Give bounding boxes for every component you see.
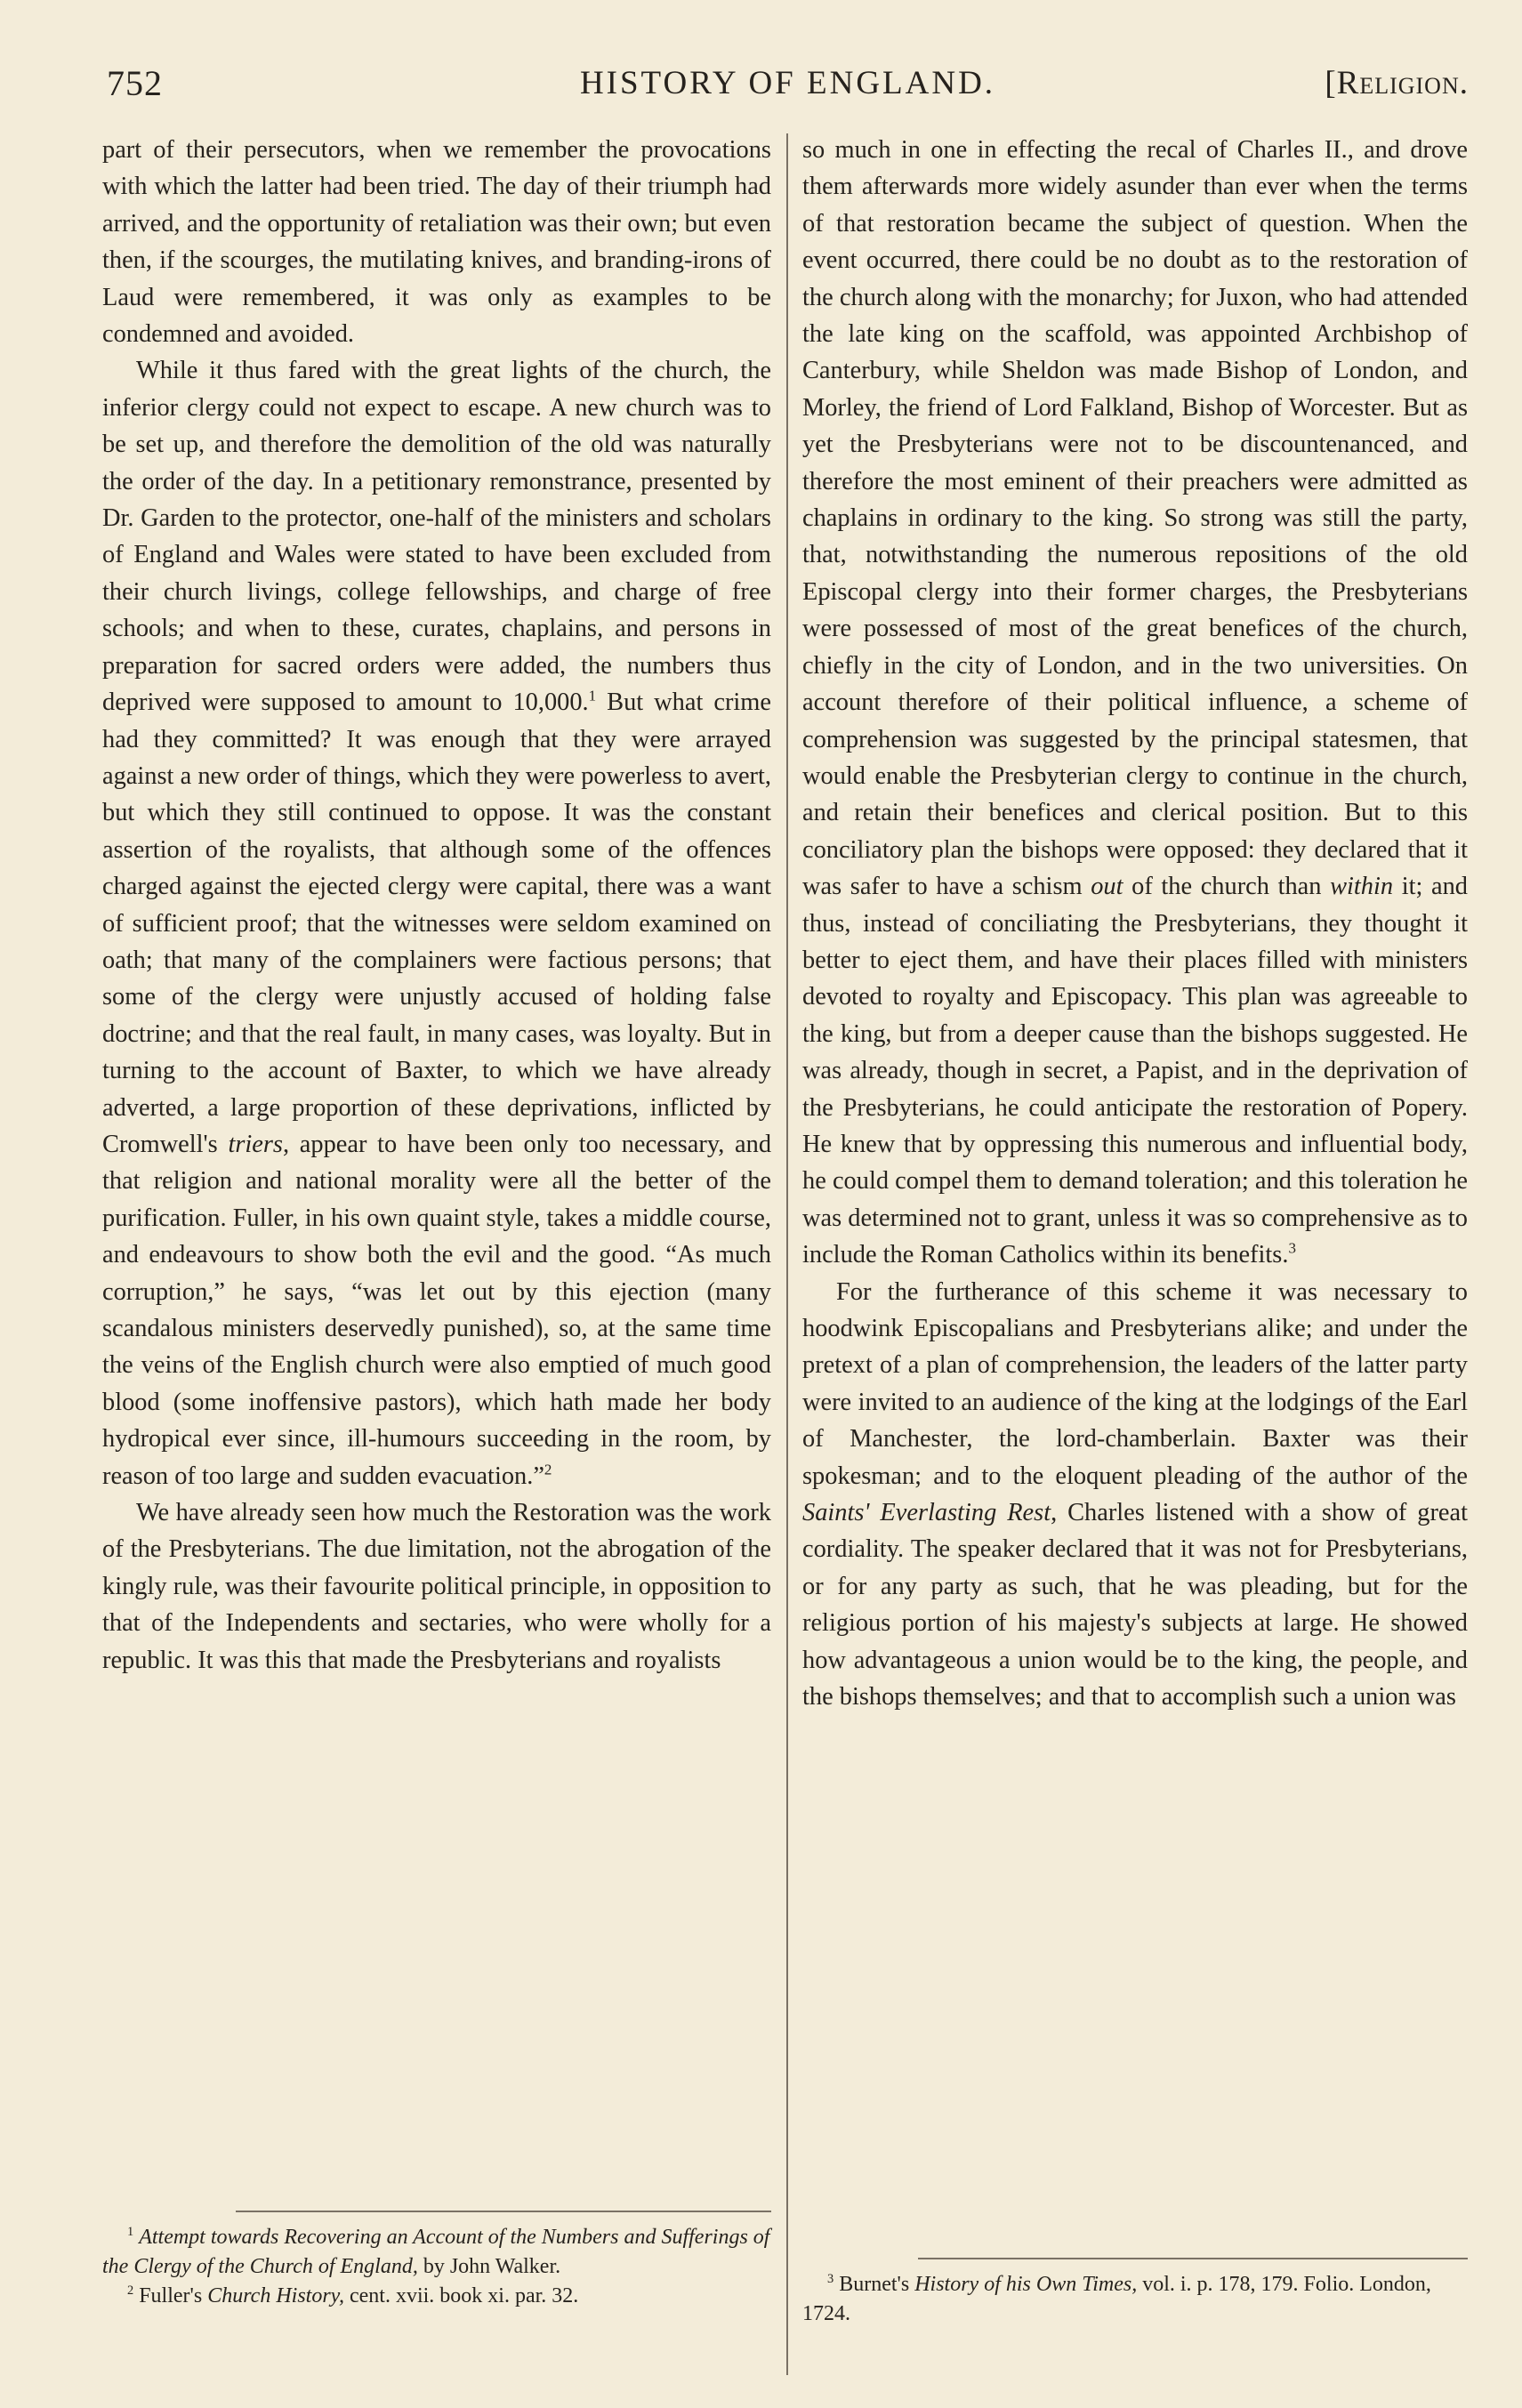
paragraph: We have already seen how much the Restoration was the work of the Presbyterians. The due limitation, not the abrogation of the kingly rule, was their favourite political principle, in opposition to that of the Independents and sectaries, who were wholly for a republic. It was this that made the Presbyterians and royalists bbox=[102, 1499, 771, 1674]
footnote: $^2$ Fuller's Church History, cent. xvii. book xi. par. 32. bbox=[127, 2283, 579, 2307]
footnote: $^1$ Attempt towards Recovering an Account of the Numbers and Sufferings of the Clergy of the Church of England, by John Walker. bbox=[102, 2225, 770, 2278]
footnote-rule bbox=[918, 2258, 1468, 2259]
right-column bbox=[802, 132, 1468, 1715]
paragraph: For the furtherance of this scheme it was necessary to hoodwink Episcopalians and Presbyterians alike; and under the pretext of a plan of comprehension, the leaders of the latter party were invited to an audience of the king at the lodgings of the Earl of Manchester, the lord-chamberlain. Baxter was their spokesman; and to the eloquent pleading of the author of the Saints' Everlasting Rest, Charles listened with a show of great cordiality. The speaker declared that it was not for Presbyterians, or for any party as such, that he was pleading, but for the religious portion of his majesty's subjects at large. He showed how advantageous a union would be to the king, the people, and the bishops themselves; and that to accomplish such a union was bbox=[802, 1277, 1468, 1711]
footnote-rule bbox=[236, 2211, 771, 2212]
footnotes-right bbox=[802, 2258, 1468, 2329]
footnotes-left bbox=[102, 2211, 771, 2311]
footnote-ref[interactable]: 1 bbox=[588, 687, 597, 705]
footnote-ref[interactable]: 2 bbox=[544, 1461, 552, 1478]
paragraph: so much in one in effecting the recal of Charles II., and drove them afterwards more widely asunder than ever when the terms of that restoration became the subject of question. When the event occurred, there could be no doubt as to the restoration of the church along with the monarchy; for Juxon, who had attended the late king on the scaffold, was appointed Archbishop of Canterbury, while Sheldon was made Bishop of London, and Morley, the friend of Lord Falkland, Bishop of Worcester. But as yet the Presbyterians were not to be discountenanced, and therefore the most eminent of their preachers were admitted as chaplains in ordinary to the king. So strong was still the party, that, notwithstanding the numerous repositions of the old Episcopal clergy into their former charges, the Presbyterians were possessed of most of the great benefices of the church, chiefly in the city of London, and in the two universities. On account therefore of their political influence, a scheme of comprehension was suggested by the principal statesmen, that would enable the Presbyterian clergy to continue in the church, and retain their benefices and clerical position. But to this conciliatory plan the bishops were opposed: they declared that it was safer to have a schism out of the church than within it; and thus, instead of conciliating the Presbyterians, they thought it better to eject them, and have their places filled with ministers devoted to royalty and Episcopacy. This plan was agreeable to the king, but from a deeper cause than the bishops suggested. He was already, though in secret, a Papist, and in the deprivation of the Presbyterians, he could anticipate the restoration of Popery. He knew that by oppressing this numerous and influential body, he could compel them to demand toleration; and this toleration he was determined not to grant, unless it was so comprehensive as to include the Roman Catholics within its benefits.$^3$ bbox=[802, 136, 1468, 1269]
section-label: [Religion. bbox=[1325, 65, 1469, 101]
footnote: $^3$ Burnet's History of his Own Times, vol. i. p. 178, 179. Folio. London, 1724. bbox=[802, 2272, 1431, 2325]
left-column bbox=[102, 132, 771, 1679]
column-divider bbox=[786, 133, 788, 2375]
footnote-ref[interactable]: 3 bbox=[1288, 1239, 1296, 1257]
page-number: 752 bbox=[107, 63, 163, 103]
running-title: HISTORY OF ENGLAND. bbox=[579, 65, 996, 101]
paragraph: While it thus fared with the great lights of the church, the inferior clergy could not expect to escape. A new church was to be set up, and therefore the demolition of the old was naturally the order of the day. In a petitionary remonstrance, presented by Dr. Garden to the protector, one-half of the ministers and scholars of England and Wales were stated to have been excluded from their church livings, college fellowships, and charge of free schools; and when to these, curates, chaplains, and persons in preparation for sacred orders were added, the numbers thus deprived were supposed to amount to 10,000.$^1$ But what crime had they committed? It was enough that they were arrayed against a new order of things, which they were powerless to avert, but which they still continued to oppose. It was the constant assertion of the royalists, that although some of the offences charged against the ejected clergy were capital, there was a want of sufficient proof; that the witnesses were seldom examined on oath; that many of the complainers were factious persons; that some of the clergy were unjustly accused of holding false doctrine; and that the real fault, in many cases, was loyalty. But in turning to the account of Baxter, to which we have already adverted, a large proportion of these deprivations, inflicted by Cromwell's triers, appear to have been only too necessary, and that religion and national morality were all the better of the purification. Fuller, in his own quaint style, takes a middle course, and endeavours to show both the evil and the good. “As much corruption,” he says, “was let out by this ejection (many scandalous ministers deservedly punished), so, at the same time the veins of the English church were also emptied of much good blood (some inoffensive pastors), which hath made her body hydropical ever since, ill-humours succeeding in the room, by reason of too large and sudden evacuation.”$^2$ bbox=[102, 357, 772, 1490]
paragraph: part of their persecutors, when we remember the provocations with which the latter had been tried. The day of their triumph had arrived, and the opportunity of retaliation was their own; but even then, if the scourges, the mutilating knives, and branding-irons of Laud were remembered, it was only as examples to be condemned and avoided. bbox=[102, 136, 771, 349]
running-header bbox=[107, 55, 1469, 109]
